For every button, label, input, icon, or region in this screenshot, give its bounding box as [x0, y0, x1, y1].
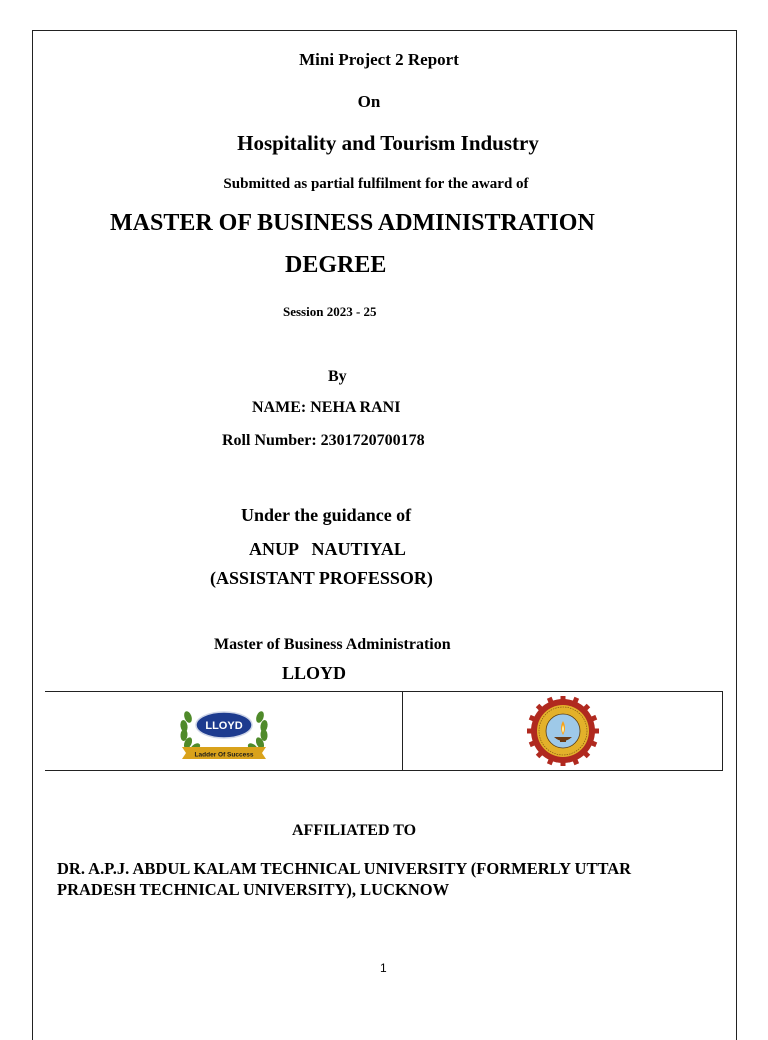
- student-name: NAME: NEHA RANI: [252, 399, 401, 416]
- roll-number: Roll Number: 2301720700178: [222, 432, 425, 449]
- page-number: 1: [380, 961, 387, 975]
- degree-line-1: MASTER OF BUSINESS ADMINISTRATION: [110, 210, 595, 236]
- lloyd-logo-cell: [45, 692, 403, 770]
- affiliation-line-2: PRADESH TECHNICAL UNIVERSITY), LUCKNOW: [57, 880, 450, 899]
- guidance-heading: Under the guidance of: [241, 505, 412, 525]
- lloyd-logo-text: LLOYD: [204, 720, 243, 732]
- submitted-line: Submitted as partial fulfilment for the award of: [223, 176, 529, 192]
- lloyd-tagline: Ladder Of Success: [194, 751, 253, 759]
- session: Session 2023 - 25: [283, 304, 377, 319]
- by-label: By: [328, 368, 347, 385]
- guide-name: ANUP NAUTIYAL: [249, 539, 406, 559]
- topic-title: Hospitality and Tourism Industry: [237, 131, 539, 155]
- affiliated-heading: AFFILIATED TO: [292, 822, 417, 839]
- degree-line-2: DEGREE: [285, 252, 387, 278]
- report-title: Mini Project 2 Report: [299, 50, 459, 69]
- lloyd-logo: [174, 701, 274, 761]
- aktu-seal-cell: [403, 692, 722, 770]
- program-name: Master of Business Administration: [214, 636, 451, 653]
- institute-name: LLOYD: [282, 663, 347, 683]
- guide-title: (ASSISTANT PROFESSOR): [210, 568, 433, 588]
- on-label: On: [357, 92, 381, 111]
- logo-table: [45, 691, 723, 771]
- aktu-seal-icon: [496, 696, 630, 766]
- affiliation-line-1: DR. A.P.J. ABDUL KALAM TECHNICAL UNIVERSITY (FORMERLY UTTAR: [57, 859, 632, 878]
